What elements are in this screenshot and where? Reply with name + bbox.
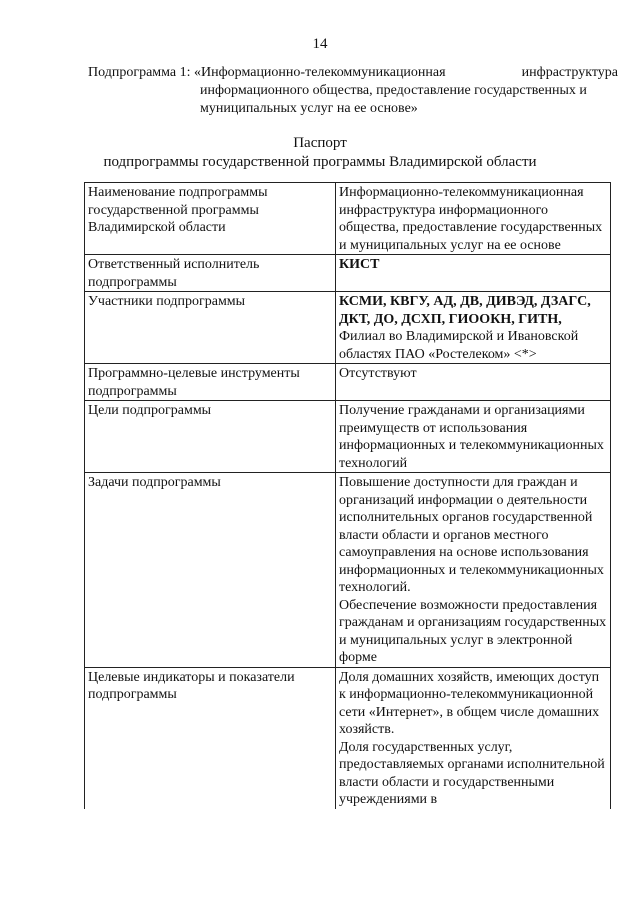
row-label: Цели подпрограммы: [85, 401, 336, 473]
passport-title: Паспорт: [293, 135, 347, 151]
table-row: [85, 667, 611, 809]
row-value: КСМИ, КВГУ, АД, ДВ, ДИВЭД, ДЗАГС, ДКТ, ДО, ДСХП, ГИООКН, ГИТН,: [339, 294, 591, 327]
subprogram-heading-line3: муниципальных услуг на ее основе»: [200, 101, 418, 116]
row-value: Повышение доступности для граждан и организаций информации о деятельности исполнительных органов государственной власти области и органов местного самоуправления на основе использования информационных и телекоммуникационных технологий.: [339, 475, 604, 595]
subprogram-heading-line2: информационного общества, предоставление государственных и: [200, 83, 587, 98]
row-value-continued: Обеспечение возможности предоставления гражданам и организациям государственных и муниципальных услуг в электронной форме: [339, 597, 607, 665]
table-row: [85, 401, 611, 473]
row-label: Участники подпрограммы: [85, 292, 336, 364]
row-value: КИСТ: [336, 255, 611, 292]
row-value-cell: [336, 473, 611, 668]
row-value: Отсутствуют: [336, 364, 611, 401]
row-label: Программно-целевые инструменты подпрограммы: [85, 364, 336, 401]
row-value-cell: [336, 667, 611, 809]
table-row: [85, 255, 611, 292]
row-value-cell: [336, 292, 611, 364]
page-number: 14: [312, 36, 328, 52]
row-label: Ответственный исполнитель подпрограммы: [85, 255, 336, 292]
table-row: [85, 292, 611, 364]
row-label: Целевые индикаторы и показатели подпрограммы: [85, 667, 336, 809]
row-label: Задачи подпрограммы: [85, 473, 336, 668]
row-value: Доля домашних хозяйств, имеющих доступ к информационно-телекоммуникационной сети «Интернет», в общем числе домашних хозяйств.: [339, 669, 600, 737]
passport-table: [84, 182, 611, 809]
subprogram-heading: [88, 64, 618, 118]
row-value: Получение гражданами и организациями преимуществ от использования информационных и телекоммуникационных технологий: [336, 401, 611, 473]
table-row: [85, 364, 611, 401]
row-value: Информационно-телекоммуникационная инфраструктура информационного общества, предоставление государственных и муниципальных услуг на ее основе: [336, 183, 611, 255]
table-row: [85, 183, 611, 255]
passport-heading: [0, 134, 640, 172]
row-value-continued: Доля государственных услуг, предоставляемых органами исполнительной власти области и государственными учреждениями в: [339, 739, 605, 807]
row-label: Наименование подпрограммы государственной программы Владимирской области: [85, 183, 336, 255]
table-row: [85, 473, 611, 668]
subprogram-heading-line1-left: Подпрограмма 1: «Информационно-телекоммуникационная: [88, 65, 446, 80]
subprogram-heading-line1-right: инфраструктура: [521, 65, 618, 80]
passport-subtitle: подпрограммы государственной программы Владимирской области: [103, 154, 537, 170]
subprogram-heading-line1: [88, 64, 618, 82]
row-value-continued: Филиал во Владимирской и Ивановской областях ПАО «Ростелеком» <*>: [339, 329, 579, 362]
